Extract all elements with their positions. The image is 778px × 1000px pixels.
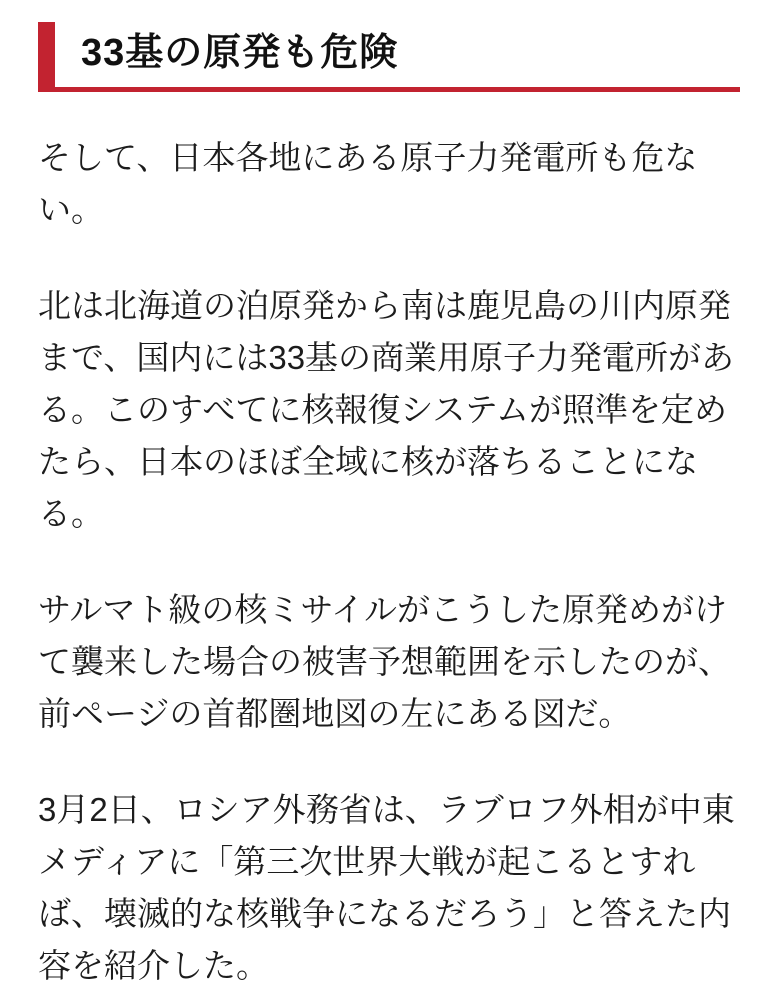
article-paragraph: 北は北海道の泊原発から南は鹿児島の川内原発まで、国内には33基の商業用原子力発電所がある。このすべてに核報復システムが照準を定めたら、日本のほぼ全域に核が落ちることになる。 xyxy=(38,287,735,532)
heading-accent-bar xyxy=(38,22,55,87)
article-paragraph: サルマト級の核ミサイルがこうした原発めがけて襲来した場合の被害予想範囲を示したのが、前ページの首都圏地図の左にある図だ。 xyxy=(38,591,731,732)
article-paragraph: そして、日本各地にある原子力発電所も危ない。 xyxy=(38,139,698,228)
section-heading xyxy=(38,22,740,92)
section-heading-text: 33基の原発も危険 xyxy=(81,32,399,74)
article-paragraph: 3月2日、ロシア外務省は、ラブロフ外相が中東メディアに「第三次世界大戦が起こるとすれば、壊滅的な核戦争になるだろう」と答えた内容を紹介した。 xyxy=(38,791,735,984)
article-paragraphs xyxy=(38,132,740,992)
